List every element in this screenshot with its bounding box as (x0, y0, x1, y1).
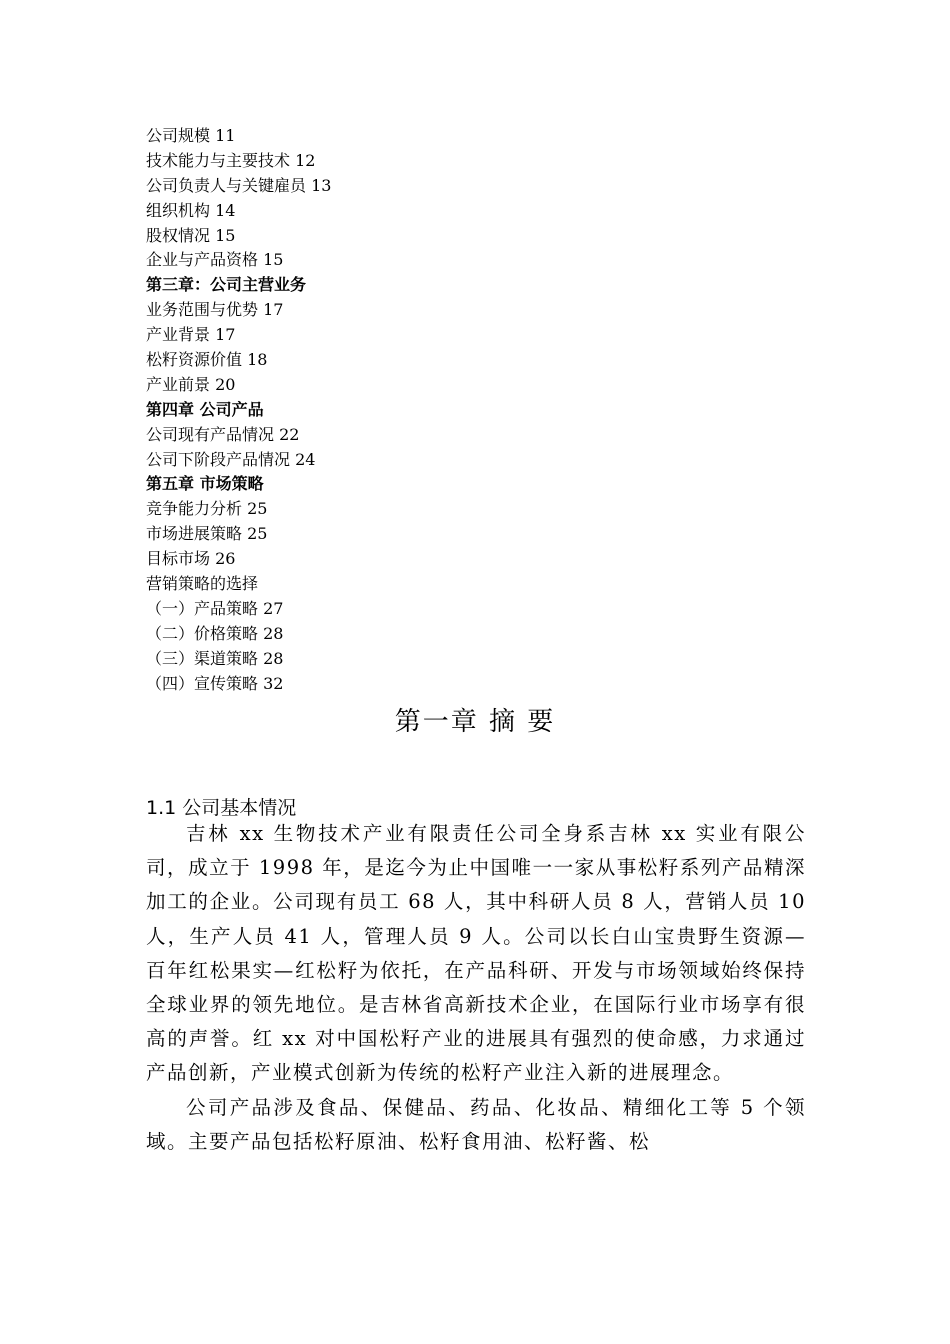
toc-item: 产业背景 17 (146, 325, 236, 345)
toc-item: 竞争能力分析 25 (146, 499, 268, 519)
toc-item: 业务范围与优势 17 (146, 300, 284, 320)
toc-item: （四）宣传策略 32 (146, 673, 284, 693)
toc-item: 营销策略的选择 (146, 574, 259, 594)
body-text (146, 817, 806, 1159)
toc-item: 组织机构 14 (146, 200, 236, 220)
toc-item: 松籽资源价值 18 (146, 350, 268, 370)
toc-item: 企业与产品资格 15 (146, 250, 284, 270)
toc-item: 公司规模 11 (146, 126, 236, 145)
toc-chapter-heading: 第四章 公司产品 (146, 399, 264, 419)
toc-item: 股权情况 15 (146, 225, 236, 245)
toc-item: 公司下阶段产品情况 24 (146, 449, 316, 469)
toc-item: 产业前景 20 (146, 374, 236, 394)
toc-item: （一）产品策略 27 (146, 598, 284, 618)
paragraph: 吉林 xx 生物技术产业有限责任公司全身系吉林 xx 实业有限公司，成立于 1998 年，是迄今为止中国唯一一家从事松籽系列产品精深加工的企业。公司现有员工 68 人，其中科研人员 8 人，营销人员 10 人，生产人员 41 人，管理人员 9 人。公司以长白山宝贵野生资源—百年红松果实—红松籽为依托，在产品科研、开发与市场领域始终保持全球业界的领先地位。是吉林省高新技术企业，在国际行业市场享有很高的声誉。红 xx 对中国松籽产业的进展具有强烈的使命感，力求通过产品创新，产业模式创新为传统的松籽产业注入新的进展理念。 (146, 822, 806, 1085)
toc-item: 市场进展策略 25 (146, 524, 268, 544)
toc-item: 公司现有产品情况 22 (146, 424, 300, 444)
toc-item: 技术能力与主要技术 12 (146, 150, 316, 170)
paragraph: 公司产品涉及食品、保健品、药品、化妆品、精细化工等 5 个领域。主要产品包括松籽原油、松籽食用油、松籽酱、松 (146, 1095, 806, 1153)
table-of-contents (146, 124, 846, 696)
toc-item: 目标市场 26 (146, 549, 236, 569)
chapter-title: 第一章 摘 要 (394, 707, 556, 737)
toc-item: （二）价格策略 28 (146, 623, 284, 643)
toc-chapter-heading: 第三章：公司主营业务 (146, 275, 307, 295)
toc-item: 公司负责人与关键雇员 13 (146, 175, 332, 195)
section-heading: 1.1 公司基本情况 (146, 797, 297, 819)
toc-chapter-heading: 第五章 市场策略 (146, 474, 264, 494)
toc-item: （三）渠道策略 28 (146, 648, 284, 668)
